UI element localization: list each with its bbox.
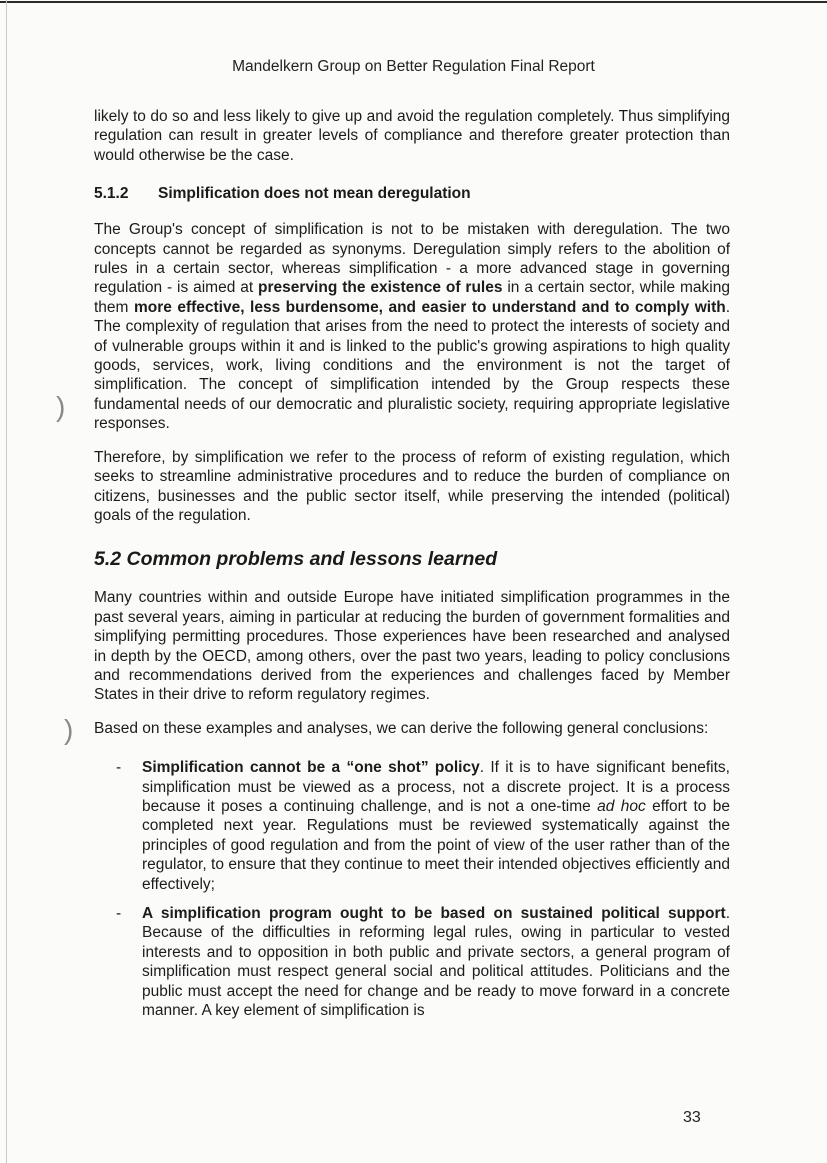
scan-artifact: ) (64, 714, 74, 745)
subsection-title: Simplification does not mean deregulation (158, 185, 471, 203)
bold-text: A simplification program ought to be based on sustained political support (142, 905, 726, 922)
bold-text: more effective, less burdensome, and easier to understand and to comply with (133, 298, 726, 316)
list-item (116, 758, 730, 894)
list-item-text (142, 904, 730, 1020)
main-content (94, 107, 730, 1030)
bold-text: Simplification cannot be a “one shot” policy (142, 759, 480, 777)
subsection-number: 5.1.2 (94, 185, 129, 203)
text-run: . If it is to have significant benefits, simplification must be viewed as a process, not a discrete project. It is a process because it poses a continuing challenge, and is not a one-time (142, 759, 730, 815)
page-number: 33 (683, 1109, 701, 1126)
text-run: . The complexity of regulation that arises from the need to protect the interests of society and of vulnerable groups within it and is linked to the public's growing aspirations to high quality goods, services, work, living conditions and the environment is not the target of simplification. The concept of simplification intended by the Group respects these fundamental needs of our democratic and pluralistic society, requiring appropriate legislative responses. (94, 298, 731, 433)
text-run: effort to be completed next year. Regulations must be reviewed systematically against the principles of good regulation and from the point of view of the user rather than of the regulator, to ensure that they continue to meet their intended objectives efficiently and effectively; (142, 797, 730, 893)
text-run: The Group's concept of simplification is not to be mistaken with deregulation. The two concepts cannot be regarded as synonyms. Deregulation simply refers to the abolition of rules in a certain sector, whereas simplification - a more advanced stage in governing regulation - is aimed at (94, 221, 730, 297)
conclusions-list (94, 758, 730, 1020)
paragraph: Many countries within and outside Europe have initiated simplification programmes in the past several years, aiming in particular at reducing the burden of government formalities and simplifying permitting procedures. Those experiences have been researched and analysed in depth by the OECD, among others, over the past two years, leading to policy conclusions and recommendations derived from the experiences and challenges faced by Member States in their drive to reform regulatory regimes. (94, 589, 730, 704)
page-edge (6, 0, 7, 1163)
list-item (116, 904, 730, 1020)
running-head: Mandelkern Group on Better Regulation Final Report (232, 58, 595, 75)
bold-text: preserving the existence of rules (258, 279, 503, 297)
paragraph: Therefore, by simplification we refer to the process of reform of existing regulation, which seeks to streamline administrative procedures and to reduce the burden of compliance on citizens, businesses and the public sector itself, while preserving the intended (political) goals of the regulation. (94, 448, 730, 524)
paragraph: Based on these examples and analyses, we can derive the following general conclusions: (94, 719, 709, 737)
section-heading: 5.2 Common problems and lessons learned (94, 548, 498, 571)
scan-artifact: ) (56, 391, 66, 422)
top-rule (0, 1, 827, 3)
paragraph (94, 220, 730, 433)
italic-text: ad hoc (597, 797, 646, 815)
intro-paragraph: likely to do so and less likely to give up and avoid the regulation completely. Thus simplifying regulation can result in greater levels of compliance and therefore greater protection than would otherwise be the case. (94, 108, 730, 164)
bullet-dash: - (116, 905, 122, 922)
text-run: . Because of the difficulties in reforming legal rules, owing in particular to vested interests and to opposition in both public and private sectors, a general program of simplification must respect general social and political attitudes. Politicians and the public must accept the need for change and be ready to move forward in a concrete manner. A key element of simplification is (142, 905, 730, 1020)
list-item-text (142, 758, 730, 894)
bullet-dash: - (116, 759, 122, 777)
text-run: in a certain sector, while making them (94, 279, 730, 316)
subsection-heading (94, 184, 730, 203)
